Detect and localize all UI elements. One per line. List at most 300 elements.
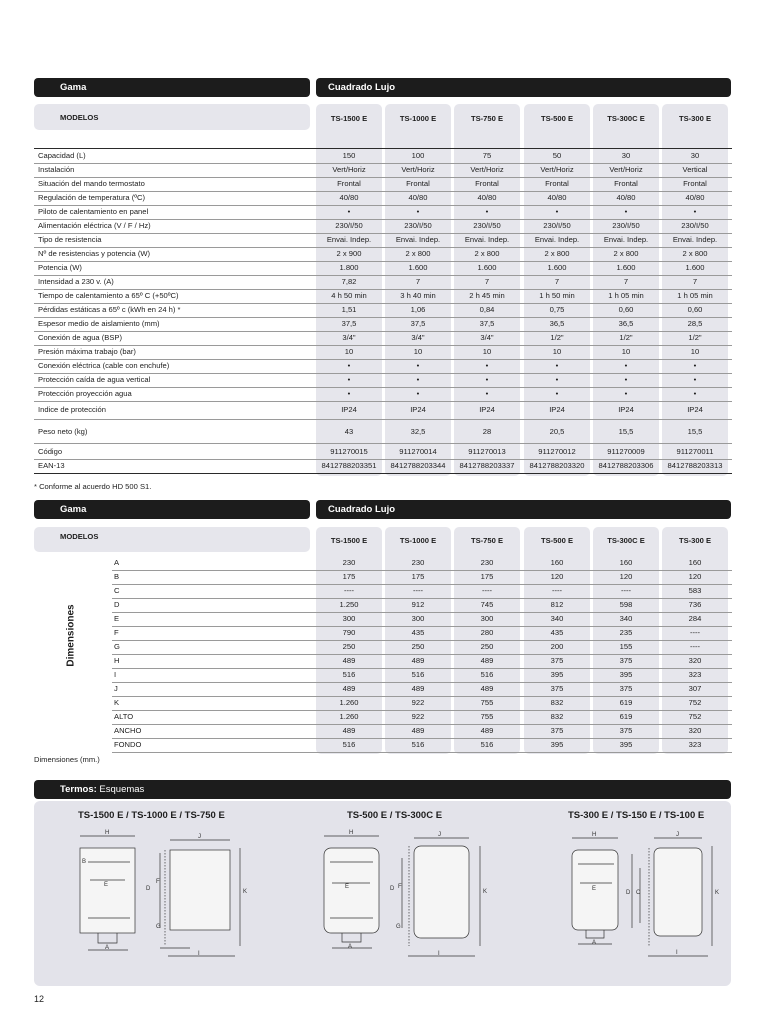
scheme3-letter-i: I — [676, 950, 678, 956]
spec-label: Conexión eléctrica (cable con enchufe) — [38, 361, 170, 370]
spec-value: 2 x 800 — [613, 249, 639, 258]
spec-value: Frontal — [545, 179, 569, 188]
scheme3-letter-a: A — [592, 940, 597, 946]
spec-label: Intensidad a 230 v. (A) — [38, 277, 114, 286]
spec-value: Vert/Horiz — [332, 165, 366, 174]
dimension-value: 250 — [480, 642, 494, 651]
scheme2-letter-k: K — [483, 889, 488, 895]
model-header-2: TS-1500 E — [330, 536, 368, 545]
scheme1-letter-b: B — [82, 859, 87, 865]
dimension-row-divider — [112, 612, 732, 613]
spec-value: • — [347, 375, 351, 384]
spec-value: Frontal — [406, 179, 430, 188]
spec-value: 7 — [484, 277, 490, 286]
spec-value: 8412788203351 — [321, 461, 377, 470]
dimension-value: 300 — [480, 614, 494, 623]
spec-value: • — [624, 361, 628, 370]
spec-value: Frontal — [683, 179, 707, 188]
spec-value: IP24 — [618, 405, 634, 414]
scheme2-letter-d: D — [390, 886, 395, 892]
spec-value: • — [416, 375, 420, 384]
dimension-label: C — [114, 586, 120, 595]
schemes-bar — [34, 780, 731, 799]
spec-label: Piloto de calentamiento en panel — [38, 207, 149, 216]
spec-value: 911270013 — [468, 447, 506, 456]
dimension-value: 489 — [480, 726, 494, 735]
spec-label: Nº de resistencias y potencia (W) — [38, 249, 151, 258]
dimension-row-divider — [112, 570, 732, 571]
spec-value: Envai. Indep. — [395, 235, 441, 244]
spec-label: Código — [38, 447, 63, 456]
spec-value: Vert/Horiz — [609, 165, 643, 174]
dimension-value: 395 — [619, 670, 633, 679]
dimension-value: 323 — [688, 670, 702, 679]
scheme3-letter-e: E — [592, 886, 597, 892]
dimension-value: 160 — [550, 558, 564, 567]
row-divider — [34, 205, 732, 206]
spec-value: Envai. Indep. — [464, 235, 510, 244]
row-divider — [34, 317, 732, 318]
spec-value: Envai. Indep. — [326, 235, 372, 244]
spec-value: 37,5 — [479, 319, 495, 328]
scheme1-letter-f: F — [156, 879, 160, 885]
spec-value: 2 x 900 — [336, 249, 362, 258]
series-bar-2 — [316, 500, 731, 519]
model-header-2: TS-300C E — [607, 536, 645, 545]
scheme1-letter-h: H — [105, 830, 110, 836]
dimension-value: 516 — [342, 670, 356, 679]
dimension-value: 375 — [619, 656, 633, 665]
scheme2-letter-i: I — [438, 951, 440, 957]
spec-value: 40/80 — [685, 193, 705, 202]
spec-label: Potencia (W) — [38, 263, 82, 272]
spec-value: 36,5 — [618, 319, 634, 328]
dimension-value: ---- — [620, 586, 632, 595]
dimension-value: 320 — [688, 726, 702, 735]
dimension-value: 489 — [411, 656, 425, 665]
dimension-value: 489 — [342, 684, 356, 693]
scheme3-letter-j: J — [676, 832, 679, 838]
spec-value: 8412788203320 — [529, 461, 585, 470]
dimension-value: 583 — [688, 586, 702, 595]
spec-label: Situación del mando termostato — [38, 179, 145, 188]
dimension-value: 790 — [342, 628, 356, 637]
model-header-2: TS-1000 E — [399, 536, 437, 545]
dimension-label: I — [114, 670, 117, 679]
row-divider — [34, 359, 732, 360]
spec-value: • — [347, 389, 351, 398]
scheme1-letter-e: E — [104, 882, 109, 888]
spec-value: 230/I/50 — [404, 221, 432, 230]
spec-value: 40/80 — [477, 193, 497, 202]
dimension-row-divider — [112, 710, 732, 711]
dimension-value: ---- — [551, 586, 563, 595]
scheme3-letter-h: H — [592, 832, 597, 838]
modelos-label-2: MODELOS — [60, 532, 99, 541]
gama-label: Gama — [60, 82, 87, 93]
dimension-row-divider — [112, 640, 732, 641]
spec-value: 911270009 — [607, 447, 645, 456]
row-divider — [34, 289, 732, 290]
table-top-line — [34, 148, 732, 149]
scheme1-letter-k: K — [243, 889, 248, 895]
spec-value: 8412788203337 — [459, 461, 515, 470]
footnote: * Conforme al acuerdo HD 500 S1. — [34, 482, 152, 491]
dimension-value: 619 — [619, 712, 633, 721]
scheme2-letter-g: G — [396, 924, 401, 930]
dimension-value: 832 — [550, 712, 564, 721]
spec-value: 7 — [554, 277, 560, 286]
scheme1-letter-g: G — [156, 924, 161, 930]
spec-label: Capacidad (L) — [38, 151, 86, 160]
dimension-value: 755 — [480, 698, 494, 707]
scheme2-letter-h: H — [349, 830, 354, 836]
spec-label: Alimentación eléctrica (V / F / Hz) — [38, 221, 151, 230]
row-divider — [34, 261, 732, 262]
spec-value: 32,5 — [410, 427, 426, 436]
series-label-2: Cuadrado Lujo — [328, 504, 396, 515]
spec-value: 3 h 40 min — [400, 291, 436, 300]
spec-value: 37,5 — [410, 319, 426, 328]
spec-value: • — [555, 361, 559, 370]
dimension-label: ALTO — [114, 712, 134, 721]
row-divider — [34, 219, 732, 220]
spec-value: Vertical — [682, 165, 708, 174]
spec-value: • — [485, 361, 489, 370]
spec-value: • — [624, 389, 628, 398]
spec-value: 40/80 — [547, 193, 567, 202]
spec-value: 911270012 — [538, 447, 576, 456]
dimension-value: 745 — [480, 600, 494, 609]
dimension-row-divider — [112, 752, 732, 753]
dimension-value: 284 — [688, 614, 702, 623]
spec-value: 8412788203313 — [667, 461, 723, 470]
dimension-value: 375 — [550, 726, 564, 735]
dimension-value: 752 — [688, 698, 702, 707]
scheme-title-2: TS-500 E / TS-300C E — [347, 810, 443, 821]
dimension-value: 755 — [480, 712, 494, 721]
dimension-value: 832 — [550, 698, 564, 707]
dimension-value: 340 — [550, 614, 564, 623]
dimension-value: 375 — [550, 656, 564, 665]
spec-label: Conexión de agua (BSP) — [38, 333, 123, 342]
spec-label: Tipo de resistencia — [38, 235, 102, 244]
dimension-value: 395 — [550, 670, 564, 679]
dimension-row-divider — [112, 696, 732, 697]
row-divider — [34, 247, 732, 248]
spec-value: IP24 — [410, 405, 426, 414]
dimension-value: 1.260 — [339, 712, 359, 721]
spec-value: 1/2" — [688, 333, 702, 342]
dimension-row-divider — [112, 598, 732, 599]
spec-value: 15,5 — [618, 427, 634, 436]
spec-value: 3/4" — [342, 333, 356, 342]
dimension-value: ---- — [412, 586, 424, 595]
spec-label: Regulación de temperatura (ºC) — [38, 193, 146, 202]
dimension-value: 375 — [550, 684, 564, 693]
dimension-row-divider — [112, 654, 732, 655]
scheme2-letter-j: J — [438, 832, 441, 838]
spec-value: 10 — [621, 347, 631, 356]
spec-value: 20,5 — [549, 427, 565, 436]
scheme-title-1: TS-1500 E / TS-1000 E / TS-750 E — [78, 810, 225, 821]
row-divider — [34, 419, 732, 420]
scheme3-letter-c: C — [636, 890, 641, 896]
spec-value: • — [693, 207, 697, 216]
scheme1-letter-d: D — [146, 886, 151, 892]
dimension-value: 375 — [619, 726, 633, 735]
spec-value: • — [485, 389, 489, 398]
row-divider — [34, 177, 732, 178]
dimension-row-divider — [112, 724, 732, 725]
dimension-label: E — [114, 614, 120, 623]
row-divider — [34, 401, 732, 402]
scheme2-letter-a: A — [348, 944, 353, 950]
spec-value: • — [555, 375, 559, 384]
dimension-value: ---- — [343, 586, 355, 595]
spec-value: 30 — [621, 151, 631, 160]
spec-value: 2 x 800 — [682, 249, 708, 258]
dimension-value: 235 — [619, 628, 633, 637]
spec-value: • — [624, 207, 628, 216]
spec-label: Tiempo de calentamiento a 65º C (+50ºC) — [38, 291, 179, 300]
spec-value: 0,84 — [479, 305, 495, 314]
spec-label: Pérdidas estáticas a 65º c (kWh en 24 h) * — [38, 305, 181, 314]
dimensions-footnote: Dimensiones (mm.) — [34, 755, 100, 764]
spec-value: 2 h 45 min — [469, 291, 505, 300]
row-divider — [34, 443, 732, 444]
table-bottom-line — [34, 473, 732, 474]
spec-value: • — [693, 361, 697, 370]
spec-value: 1,06 — [410, 305, 426, 314]
spec-label: EAN-13 — [38, 461, 65, 470]
dimension-row-divider — [112, 738, 732, 739]
dimension-value: 175 — [342, 572, 356, 581]
spec-value: 230/I/50 — [543, 221, 571, 230]
row-divider — [34, 191, 732, 192]
spec-value: 15,5 — [687, 427, 703, 436]
row-divider — [34, 233, 732, 234]
spec-value: 100 — [411, 151, 425, 160]
dimension-value: 323 — [688, 740, 702, 749]
dimension-value: ---- — [689, 628, 701, 637]
spec-label: Protección caída de agua vertical — [38, 375, 151, 384]
schemes-header-bold: Termos: — [60, 784, 97, 795]
dimension-row-divider — [112, 682, 732, 683]
row-divider — [34, 387, 732, 388]
spec-value: 10 — [552, 347, 562, 356]
spec-value: 230/I/50 — [473, 221, 501, 230]
dimension-value: 230 — [411, 558, 425, 567]
model-header: TS-300C E — [607, 114, 645, 123]
spec-value: Vert/Horiz — [401, 165, 435, 174]
modelos-label: MODELOS — [60, 113, 99, 122]
scheme1-letter-j: J — [198, 834, 201, 840]
dimension-value: 736 — [688, 600, 702, 609]
dimension-value: 598 — [619, 600, 633, 609]
dimension-value: 120 — [619, 572, 633, 581]
scheme2-letter-f: F — [398, 884, 402, 890]
spec-value: 28 — [482, 427, 492, 436]
spec-value: 1 h 05 min — [608, 291, 644, 300]
model-header: TS-1500 E — [330, 114, 368, 123]
spec-value: IP24 — [687, 405, 703, 414]
spec-value: 2 x 800 — [544, 249, 570, 258]
spec-value: 2 x 800 — [405, 249, 431, 258]
dimension-label: D — [114, 600, 120, 609]
spec-value: • — [555, 389, 559, 398]
model-header-2: TS-500 E — [540, 536, 574, 545]
scheme1-letter-a: A — [105, 945, 110, 951]
model-header: TS-500 E — [540, 114, 574, 123]
spec-value: 8412788203306 — [598, 461, 654, 470]
spec-value: 150 — [342, 151, 356, 160]
dimension-row-divider — [112, 668, 732, 669]
dimension-value: 489 — [411, 684, 425, 693]
spec-value: 75 — [482, 151, 492, 160]
spec-value: 7 — [692, 277, 698, 286]
spec-value: 911270015 — [330, 447, 368, 456]
spec-value: Vert/Horiz — [470, 165, 504, 174]
dimension-value: 619 — [619, 698, 633, 707]
spec-value: 7 — [623, 277, 629, 286]
spec-value: Frontal — [614, 179, 638, 188]
spec-value: 0,60 — [618, 305, 634, 314]
spec-value: 0,75 — [549, 305, 565, 314]
dimension-label: G — [114, 642, 120, 651]
spec-value: 10 — [690, 347, 700, 356]
scheme3-letter-d: D — [626, 890, 631, 896]
dimension-value: 120 — [550, 572, 564, 581]
spec-value: 36,5 — [549, 319, 565, 328]
spec-value: 1.600 — [685, 263, 705, 272]
row-divider — [34, 345, 732, 346]
dimension-value: 160 — [619, 558, 633, 567]
dimension-value: 516 — [480, 670, 494, 679]
model-header: TS-1000 E — [399, 114, 437, 123]
dimension-value: 307 — [688, 684, 702, 693]
spec-value: 7 — [415, 277, 421, 286]
spec-value: 230/I/50 — [612, 221, 640, 230]
dimension-value: ---- — [481, 586, 493, 595]
dimension-value: 175 — [480, 572, 494, 581]
spec-value: 7,82 — [341, 277, 357, 286]
spec-value: 230/I/50 — [335, 221, 363, 230]
dimension-value: 120 — [688, 572, 702, 581]
dimension-value: 489 — [480, 656, 494, 665]
dimension-row-divider — [112, 626, 732, 627]
dimension-value: 320 — [688, 656, 702, 665]
schemes-header-rest: Esquemas — [96, 784, 145, 795]
spec-value: 43 — [344, 427, 354, 436]
scheme1-letter-i: I — [198, 951, 200, 957]
dimension-value: 230 — [342, 558, 356, 567]
dimension-value: 489 — [411, 726, 425, 735]
dimension-value: 230 — [480, 558, 494, 567]
dimension-label: ANCHO — [114, 726, 142, 735]
gama-bar-2 — [34, 500, 310, 519]
scheme-diagram-2 — [310, 828, 510, 978]
row-divider — [34, 373, 732, 374]
series-label: Cuadrado Lujo — [328, 82, 396, 93]
spec-value: Envai. Indep. — [603, 235, 649, 244]
dimension-value: 922 — [411, 698, 425, 707]
dimension-value: 752 — [688, 712, 702, 721]
row-divider — [34, 303, 732, 304]
dimension-value: 250 — [411, 642, 425, 651]
model-header-2: TS-750 E — [470, 536, 504, 545]
dimension-value: 435 — [411, 628, 425, 637]
dimension-value: 516 — [411, 740, 425, 749]
spec-value: 28,5 — [687, 319, 703, 328]
dimension-value: 300 — [411, 614, 425, 623]
spec-value: Envai. Indep. — [672, 235, 718, 244]
spec-value: 1.600 — [616, 263, 636, 272]
model-header-2: TS-300 E — [678, 536, 712, 545]
spec-value: IP24 — [549, 405, 565, 414]
spec-label: Instalación — [38, 165, 75, 174]
dimension-value: 922 — [411, 712, 425, 721]
dimension-value: 812 — [550, 600, 564, 609]
scheme3-letter-k: K — [715, 890, 720, 896]
spec-value: 1,51 — [341, 305, 357, 314]
dimension-value: 375 — [619, 684, 633, 693]
spec-value: • — [693, 375, 697, 384]
dimension-value: 489 — [480, 684, 494, 693]
spec-value: IP24 — [341, 405, 357, 414]
spec-value: 1 h 50 min — [539, 291, 575, 300]
dimension-value: ---- — [689, 642, 701, 651]
spec-value: Frontal — [475, 179, 499, 188]
spec-label: Indice de protección — [38, 405, 106, 414]
dimension-value: 1.260 — [339, 698, 359, 707]
dimension-label: B — [114, 572, 120, 581]
spec-value: 911270011 — [676, 447, 714, 456]
dimension-value: 516 — [342, 740, 356, 749]
spec-value: 40/80 — [408, 193, 428, 202]
spec-value: 2 x 800 — [474, 249, 500, 258]
model-header: TS-300 E — [678, 114, 712, 123]
spec-value: 30 — [690, 151, 700, 160]
spec-value: 1.600 — [547, 263, 567, 272]
spec-value: 40/80 — [339, 193, 359, 202]
dimension-value: 340 — [619, 614, 633, 623]
spec-value: 3/4" — [480, 333, 494, 342]
spec-value: • — [485, 375, 489, 384]
dimension-value: 200 — [550, 642, 564, 651]
spec-value: 230/I/50 — [681, 221, 709, 230]
spec-value: 3/4" — [411, 333, 425, 342]
dimension-label: A — [114, 558, 120, 567]
dimension-value: 516 — [411, 670, 425, 679]
spec-value: Envai. Indep. — [534, 235, 580, 244]
spec-value: • — [555, 207, 559, 216]
spec-value: IP24 — [479, 405, 495, 414]
scheme-diagram-3 — [560, 828, 730, 978]
row-divider — [34, 459, 732, 460]
dimension-label: F — [114, 628, 119, 637]
spec-value: 40/80 — [616, 193, 636, 202]
spec-value: 1/2" — [550, 333, 564, 342]
spec-label: Presión máxima trabajo (bar) — [38, 347, 136, 356]
spec-label: Peso neto (kg) — [38, 427, 88, 436]
spec-value: 0,60 — [687, 305, 703, 314]
spec-value: 8412788203344 — [390, 461, 446, 470]
dimension-value: 160 — [688, 558, 702, 567]
spec-value: • — [416, 389, 420, 398]
spec-value: • — [416, 361, 420, 370]
dimension-value: 395 — [619, 740, 633, 749]
